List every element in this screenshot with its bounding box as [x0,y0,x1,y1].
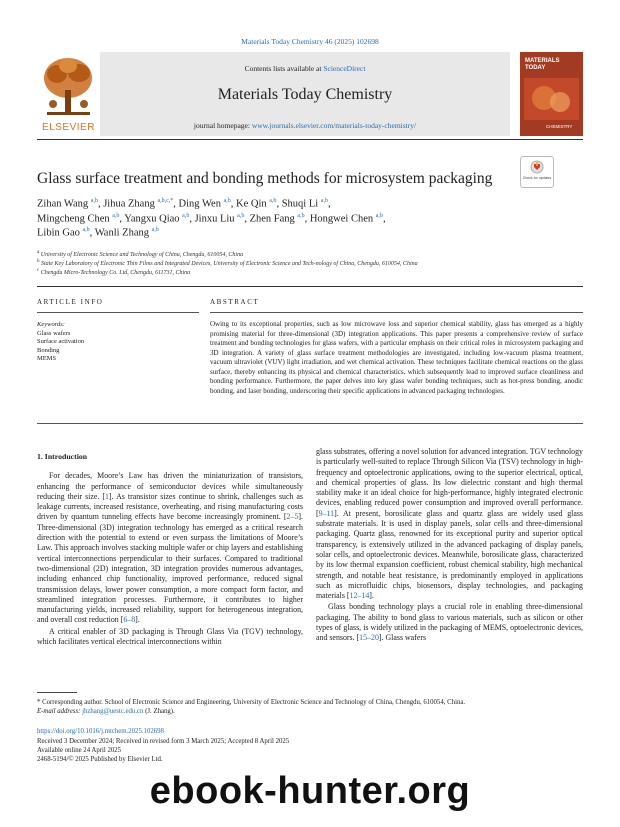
author-name[interactable]: Ding Wen [178,198,221,210]
paragraph-text: glass substrates, offering a novel solution for advanced integration. TGV technology is particularly well-suited to replace Through Silicon Via (TSV) technology in high-frequency and optoelectronic applications, owing to the superior electrical, optical, and chemical properties of glass. Its low dielectric constant and high thermal stability make it an ideal choice for high-performance, highly integrated electronic devices, enabling reduced power consumption and improved overall performance. [ [316,447,583,518]
publisher-name: ELSEVIER [42,122,95,133]
author-name[interactable]: Zihan Wang [37,198,89,210]
check-updates-label: Check for updates [522,176,552,180]
paragraph-text: For decades, Moore’s Law has driven the miniaturization of transistors, enhancing the performance of semiconductor devices while simultaneously reducing their size. [ [37,471,303,501]
citation-link[interactable]: 1 [104,491,109,501]
corresponding-author-note: * Corresponding author. School of Electronic Science and Engineering, University of Electronic Science and Technology of China, Chengdu, 610054, China. [37,699,466,706]
affiliation-mark: b [37,259,40,264]
contents-line [100,64,510,73]
citation-link[interactable]: 12–14 [349,591,370,601]
paragraph-text: ]. Glass wafers [378,633,427,643]
article-title: Glass surface treatment and bonding methods for microsystem packaging [37,170,493,187]
paragraph-text: ]. As transistor sizes continue to shrink, challenges such as leakage currents, increased resistance, overheating, and rising manufacturing costs driven by quantum tunneling effects have become increasingly prominent. [ [37,491,303,522]
abstract-heading: ABSTRACT [210,298,260,306]
email-link[interactable]: jhzhang@uestc.edu.cn [82,708,144,715]
check-updates-icon [530,160,544,174]
author-affiliation[interactable]: a,b [269,198,277,204]
author-affiliation[interactable]: a,b,c,* [157,198,174,204]
journal-homepage-link[interactable]: www.journals.elsevier.com/materials-today-chemistry/ [251,121,417,130]
author-name[interactable]: Jinxu Liu [194,213,235,225]
author-affiliation[interactable]: a,b [375,213,383,219]
keyword: Surface activation [37,338,85,346]
author-affiliation[interactable]: a,b [223,198,231,204]
author-name[interactable]: Shuqi Li [281,198,319,210]
author-affiliation[interactable]: a,b [182,213,190,219]
author-name[interactable]: Zhen Fang [249,213,295,225]
keyword: Glass wafers [37,330,71,337]
affiliation-c [37,268,583,276]
body-left-column [37,452,303,648]
sciencedirect-link[interactable]: ScienceDirect [323,64,366,73]
cover-subtitle: CHEMISTRY [546,124,573,129]
citation-link[interactable]: 6–8 [123,615,136,625]
affiliation-a [37,250,583,258]
affiliations-divider [37,286,583,287]
paragraph-text: Glass bonding technology plays a crucial role in enabling three-dimensional packaging. The ability to bond glass to various materials, such as silicon or other types of glass, is widely utilized in the packaging of MEMS, optoelectronic devices, and sensors. [ [316,602,583,643]
paragraph-text: ]. [135,615,140,625]
journal-name: Materials Today Chemistry [217,86,393,103]
paragraph-text: A critical enabler of 3D packaging is Through Glass Via (TGV) technology, which facilitates vertical electrical interconnections within [37,626,303,647]
body-paragraph [316,447,583,601]
abstract-text: Owing to its exceptional properties, such as low microwave loss and superior chemical stability, glass has emerged as a highly promising material for three-dimensional (3D) integration applications. This paper presents a comprehensive review of surface treatment and bonding technologies for glass wafers, with a particular emphasis on their critical roles in microsystem packaging and 3D integration. A variety of glass surface treatment methodologies are investigated, including low-vacuum plasma treatment, vacuum ultraviolet (VUV) light irradiation, and wet chemical activation. These techniques facilitate chemical reactions on the glass surface, thereby enhancing its physical and chemical characteristics, which subsequently lead to improved surface cleanliness and bonding performance. Furthermore, the paper delves into key glass wafer bonding techniques, such as hot-press bonding, anodic bonding, and laser bonding, underscoring their specific applications in advanced packaging technologies. [210,320,583,395]
article-info-heading: ARTICLE INFO [37,298,104,306]
author-affiliation[interactable]: a,b [112,213,120,219]
issn-copyright: 2468-5194/© 2025 Published by Elsevier Ltd. [37,756,163,763]
check-for-updates-button[interactable] [520,156,554,188]
body-right-column [316,447,583,645]
author-name[interactable]: Ke Qin [236,198,267,210]
author-affiliation[interactable]: a,b [320,198,328,204]
watermark-text: ebook-hunter.org [149,770,471,812]
citation-link[interactable]: 15–20 [359,633,379,643]
paragraph-text: ]. [369,591,374,601]
article-info-rule [37,312,199,313]
author-affiliation[interactable]: a,b [237,213,245,219]
author-affiliation[interactable]: a,b [82,227,90,233]
author-affiliation[interactable]: a,b [151,227,159,233]
keyword: Bonding [37,346,60,354]
cover-title: MATERIALS TODAY [525,58,560,71]
email-label: E-mail address: [37,708,83,715]
body-paragraph [37,471,303,625]
homepage-line [100,121,510,130]
doi-link[interactable]: https://doi.org/10.1016/j.mtchem.2025.102698 [37,728,164,735]
footnote-rule [37,692,77,693]
author-name[interactable]: Yangxu Qiao [124,213,180,225]
author-name[interactable]: Hongwei Chen [309,213,374,225]
affiliation-text: University of Electronic Science and Technology of China, Chengdu, 610054, China [40,252,244,258]
paragraph-text: ]. Three-dimensional (3D) integration technology has emerged as a critical research direction with the potential to extend or even surpass the limitations of Moore’s Law. This approach involves stacking multiple wafer or chip layers and establishing vertical interconnections perpendicular to their surfaces. Compared to traditional two-dimensional (2D) integration, 3D integration provides numerous advantages, including enhanced chip functionality, improved performance, reduced signal transmission delays, lower power consumption, a more compact form factor, and streamlined integration processes. Furthermore, it contributes to higher manufacturing yields, increased reliability, support for heterogeneous integration, and overall cost reduction [ [37,512,303,625]
keywords-label: Keywords: [37,321,65,328]
paragraph-text: ]. At present, borosilicate glass and quartz glass are widely used glass substrate materials. It is used in display panels, solar cells and three-dimensional packaging. Quartz glass, renowned for its exceptional purity and superior optical transparency, is extensively utilized in the advanced packaging of display panels, solar cells, and optoelectronic devices. Meanwhile, borosilicate glass, characterized by its low thermal expansion coefficient, robust chemical stability, high mechanical strength, and notable heat resistance, is predominantly employed in applications such as microfluidic chips, biosensors, display technologies, and packaging materials [ [316,508,583,601]
authors-line-1: Zihan Wang $^{a,b}$, Jihua Zhang $^{a,b,c,*}$, Ding Wen $^{a,b}$, Ke Qin $^{a,b}$, Shuqi Li $^{a,b}$, [37,198,331,210]
affiliation-mark: a [37,250,40,255]
keywords-list [37,330,84,364]
introduction-heading: 1. Introduction [37,452,88,461]
author-name[interactable]: Libin Gao [37,227,80,239]
email-line [37,708,583,715]
abstract-bottom-rule [37,423,583,424]
contents-prefix: Contents lists available at [244,64,324,73]
authors-line-3: Libin Gao $^{a,b}$, Wanli Zhang $^{a,b}$ [37,227,159,239]
affiliation-text: Chengdu Micro-Technology Co. Ltd, Chengdu, 611731, China [40,270,191,276]
author-affiliation[interactable]: a,b [90,198,98,204]
author-affiliation[interactable]: a,b [297,213,305,219]
email-suffix: (J. Zhang). [143,708,175,715]
journal-cover-thumbnail[interactable] [520,52,583,136]
citation-link[interactable]: 9–11 [318,508,335,518]
header-divider [37,139,583,140]
homepage-prefix: journal homepage: [193,121,252,130]
online-date: Available online 24 April 2025 [37,747,122,754]
cover-art [524,78,579,120]
author-name[interactable]: Mingcheng Chen [37,213,110,225]
affiliation-text: State Key Laboratory of Electronic Thin Films and Integrated Devices, University of Electronic Science and Tech-nology of China, Chengdu, 610054, China [41,261,418,267]
authors-line-2: Mingcheng Chen $^{a,b}$, Yangxu Qiao $^{a,b}$, Jinxu Liu $^{a,b}$, Zhen Fang $^{a,b}$, Hongwei Chen $^{a,b}$, [37,213,386,225]
received-dates: Received 3 December 2024; Received in revised form 3 March 2025; Accepted 8 April 2025 [37,738,290,745]
affiliation-mark: c [37,268,40,273]
author-name[interactable]: Wanli Zhang [94,227,149,239]
citation-link[interactable]: 2–5 [286,512,299,522]
author-name[interactable]: Jihua Zhang [103,198,155,210]
keyword: MEMS [37,355,57,363]
body-paragraph [37,627,303,648]
affiliation-b [37,259,583,267]
journal-citation-link[interactable]: Materials Today Chemistry 46 (2025) 102698 [241,37,379,46]
abstract-rule [210,312,583,313]
body-paragraph [316,602,583,643]
